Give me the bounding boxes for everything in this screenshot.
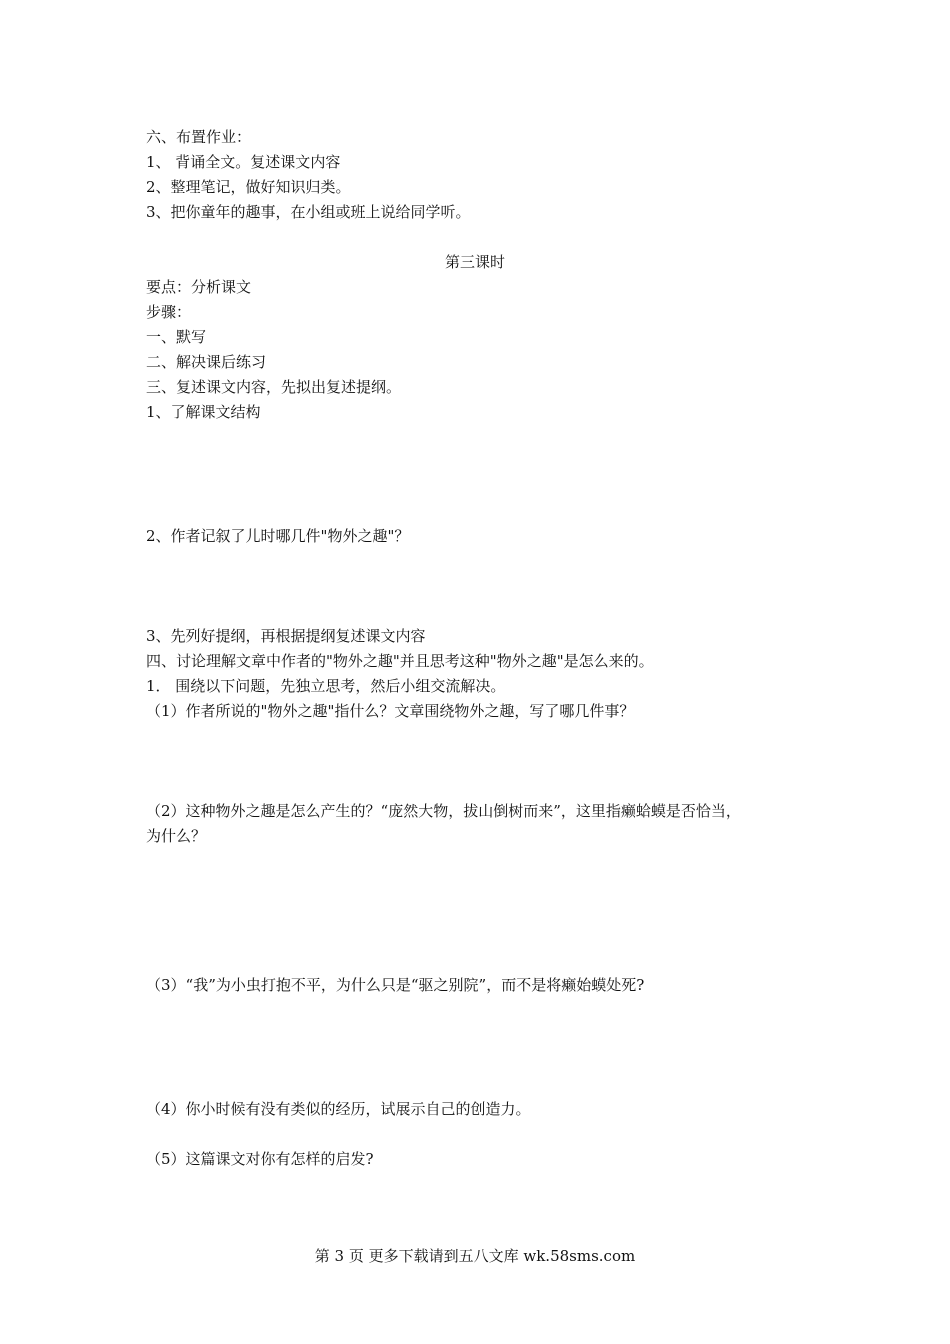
homework-item-3: 3、把你童年的趣事，在小组或班上说给同学听。 bbox=[146, 203, 471, 221]
step-4: 四、讨论理解文章中作者的"物外之趣"并且思考这种"物外之趣"是怎么来的。 bbox=[146, 652, 654, 670]
lesson3-key-point: 要点：分析课文 bbox=[146, 278, 252, 296]
step-1: 一、默写 bbox=[146, 328, 207, 346]
discussion-question-2-line-2: 为什么？ bbox=[146, 827, 207, 845]
discussion-question-5: （5）这篇课文对你有怎样的启发? bbox=[146, 1150, 374, 1168]
step-3-question-3: 3、先列好提纲，再根据提纲复述课文内容 bbox=[146, 627, 426, 645]
discussion-question-4: （4）你小时候有没有类似的经历，试展示自己的创造力。 bbox=[146, 1100, 531, 1118]
step-3-question-2: 2、作者记叙了儿时哪几件"物外之趣"？ bbox=[146, 527, 410, 545]
homework-item-2: 2、整理笔记，做好知识归类。 bbox=[146, 178, 351, 196]
discussion-question-2-line-1: （2）这种物外之趣是怎么产生的？“庞然大物，拔山倒树而来”，这里指癞蛤蟆是否恰当， bbox=[146, 802, 741, 820]
step-4-intro: 1． 围绕以下问题，先独立思考，然后小组交流解决。 bbox=[146, 677, 506, 695]
homework-item-1: 1、 背诵全文。复述课文内容 bbox=[146, 153, 341, 171]
step-3-question-1: 1、了解课文结构 bbox=[146, 403, 261, 421]
lesson3-title: 第三课时 bbox=[444, 253, 505, 271]
step-2: 二、解决课后练习 bbox=[146, 353, 267, 371]
lesson3-steps-label: 步骤： bbox=[146, 303, 192, 321]
step-3: 三、复述课文内容，先拟出复述提纲。 bbox=[146, 378, 402, 396]
discussion-question-1: （1）作者所说的"物外之趣"指什么？文章围绕物外之趣，写了哪几件事？ bbox=[146, 702, 635, 720]
page-footer: 第 3 页 更多下载请到五八文库 wk.58sms.com bbox=[314, 1247, 636, 1265]
homework-heading: 六、布置作业： bbox=[146, 128, 252, 146]
discussion-question-3: （3）“我”为小虫打抱不平，为什么只是“驱之别院”，而不是将癞始蟆处死? bbox=[146, 976, 645, 994]
